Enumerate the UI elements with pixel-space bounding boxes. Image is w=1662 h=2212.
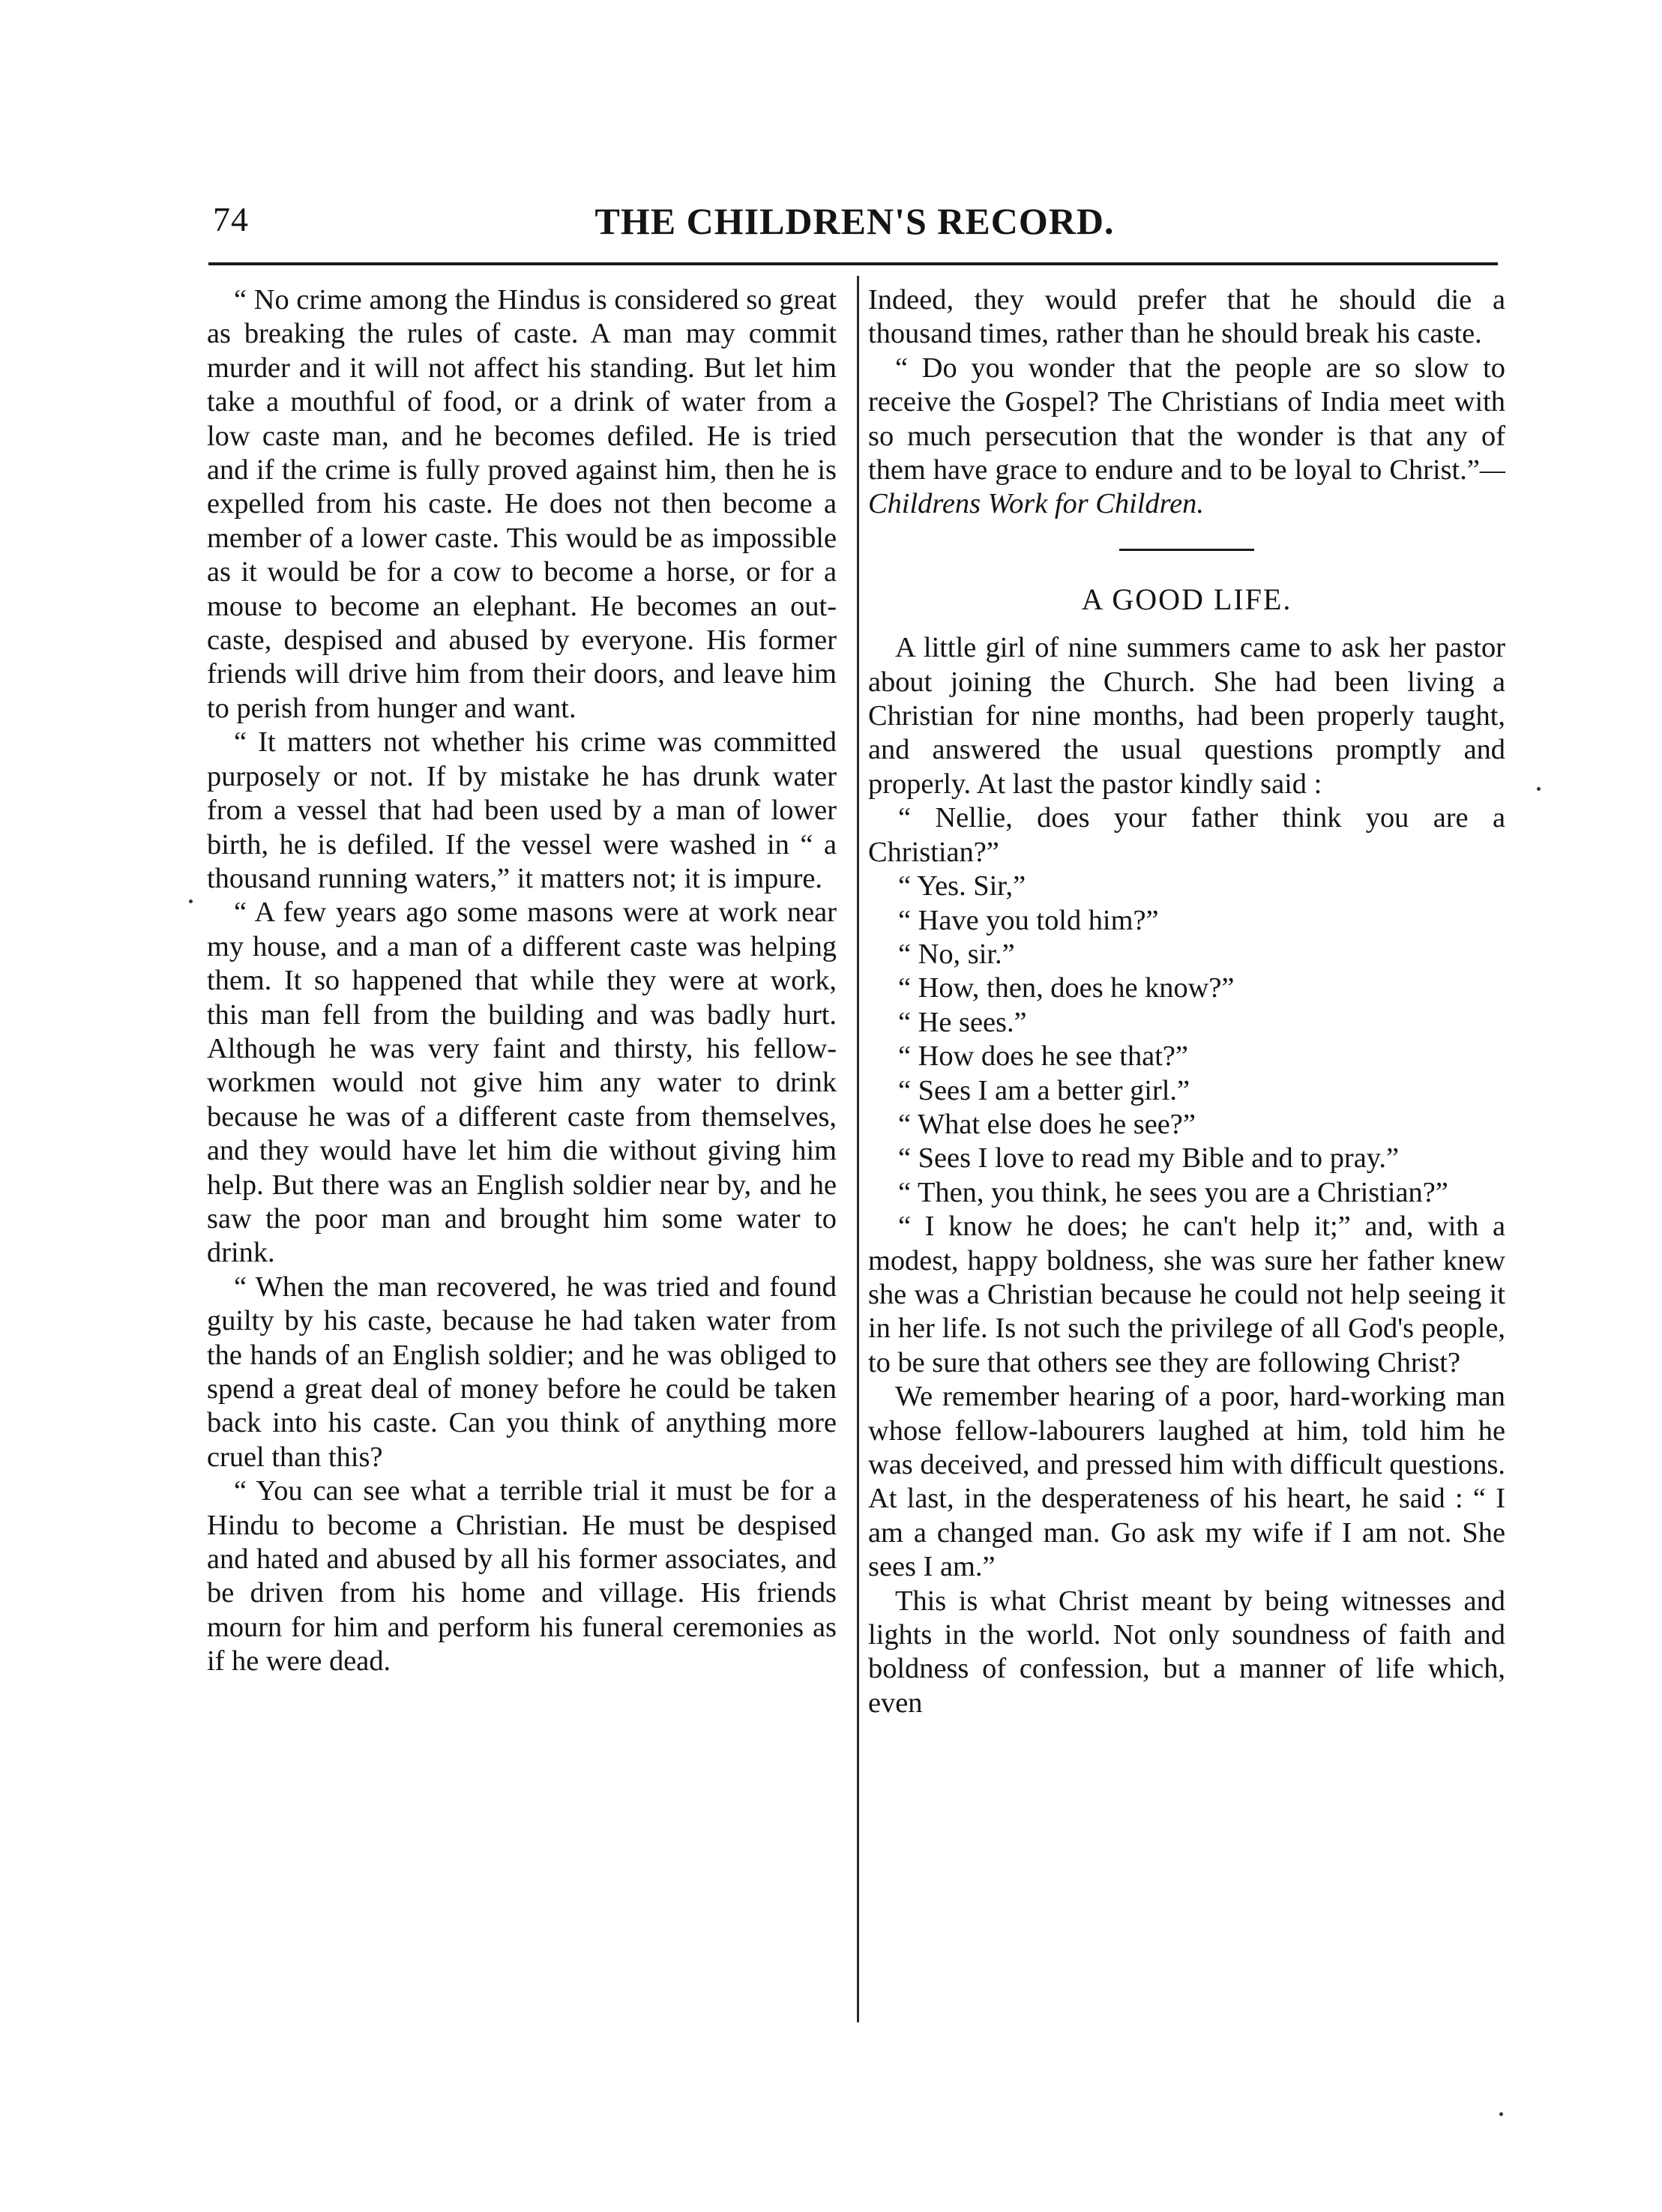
gospel-text: “ Do you wonder that the people are so slow to receive the Gospel? The Christians of India meet with so much persecution that the wonder is that any of them have grace to endure and to be loyal to Christ.” xyxy=(868,352,1505,486)
page-number: 74 xyxy=(213,200,249,238)
dialogue-line: “ Sees I am a better girl.” xyxy=(898,1074,1190,1106)
dialogue-line: “ How does he see that?” xyxy=(898,1040,1188,1073)
paragraph-terrible-trial: “ You can see what a terrible trial it must be for a Hindu to become a Christian. He must be despised and hated and abused by all his former associates, and be driven from his home and village. His friends mourn for him and perform his funeral ceremonies as if he were dead. xyxy=(207,1475,837,1678)
paragraph-masons: “ A few years ago some masons were at work near my house, and a man of a different caste was helping them. It so happened that while they were at work, this man fell from the building and was badly hurt. Although he was very faint and thirsty, his fellow-workmen would not give him any water to drink because he was of a different caste from themselves, and they would have let him die without giving him help. But there was an English soldier near by, and he saw the poor man and brought him some water to drink. xyxy=(207,896,837,1269)
attribution: —Childrens Work for Children. xyxy=(868,454,1505,520)
dialogue-line: “ I know he does; he can't help it;” and, with a modest, happy boldness, she was sure her father knew she was a Christian because he could not help seeing it in her life. Is not such the privilege of all God's people, to be sure that others see they are following Christ? xyxy=(868,1211,1505,1378)
dialogue-line: “ What else does he see?” xyxy=(898,1108,1196,1140)
dialogue-line: “ How, then, does he know?” xyxy=(898,972,1235,1004)
page-header xyxy=(202,192,1507,252)
dialogue-line: “ No, sir.” xyxy=(898,938,1015,970)
dialogue-line: “ Sees I love to read my Bible and to pray.” xyxy=(898,1142,1400,1175)
print-speck xyxy=(1537,787,1541,791)
column-divider xyxy=(857,276,859,2022)
right-column xyxy=(868,283,1505,1720)
dialogue-line: “ Have you told him?” xyxy=(898,904,1159,936)
left-column xyxy=(207,283,837,1679)
print-speck xyxy=(1499,2112,1503,2116)
paragraph-caste-rules: “ No crime among the Hindus is considered so great as breaking the rules of caste. A man may commit murder and it will not affect his standing. But let him take a mouthful of food, or a drink of water from a low caste man, and he becomes defiled. He is tried and if the crime is fully proved against him, then he is expelled from his caste. He does not then become a member of a lower caste. This would be as impossible as it would be for a cow to become a horse, or for a mouse to become an elephant. He becomes an out-caste, despised and abused by everyone. His former friends will drive him from their doors, and leave him to perish from hunger and want. xyxy=(207,284,837,724)
running-title: THE CHILDREN'S RECORD. xyxy=(594,200,1115,242)
paragraph-purpose: “ It matters not whether his crime was committed purposely or not. If by mistake he has drunk water from a vessel that had been used by a man of lower birth, he is defiled. If the vessel were washed in “ a thousand running waters,” it matters not; it is impure. xyxy=(207,726,837,894)
header-rule xyxy=(208,262,1498,265)
paragraph-recovered: “ When the man recovered, he was tried and found guilty by his caste, because he had taken water from the hands of an English soldier; and he was obliged to spend a great deal of money before he could be taken back into his caste. Can you think of anything more cruel than this? xyxy=(207,1271,837,1473)
paragraph-gospel xyxy=(868,352,1505,522)
paragraph-witnesses: This is what Christ meant by being witnesses and lights in the world. Not only soundness of faith and boldness of confession, but a manner of life which, even xyxy=(868,1585,1505,1719)
paragraph-continuation: Indeed, they would prefer that he should die a thousand times, rather than he should break his caste. xyxy=(868,284,1505,350)
dialogue-line: “ Nellie, does your father think you are a Christian?” xyxy=(868,802,1505,868)
paragraph-hard-working-man: We remember hearing of a poor, hard-working man whose fellow-labourers laughed at him, told him he was deceived, and pressed him with difficult questions. At last, in the desperateness of his heart, he said : “ I am a changed man. Go ask my wife if I am not. She sees I am.” xyxy=(868,1381,1505,1583)
dialogue-line: “ Yes. Sir,” xyxy=(898,870,1026,902)
dialogue-line: “ He sees.” xyxy=(898,1006,1027,1038)
print-speck xyxy=(189,899,193,903)
section-heading: A GOOD LIFE. xyxy=(1081,582,1292,616)
paragraph-intro: A little girl of nine summers came to ask her pastor about joining the Church. She had been living a Christian for nine months, had been properly taught, and answered the usual questions promptly and properly. At last the pastor kindly said : xyxy=(868,632,1505,800)
section-divider xyxy=(1119,549,1254,551)
dialogue-line: “ Then, you think, he sees you are a Christian?” xyxy=(898,1176,1448,1208)
